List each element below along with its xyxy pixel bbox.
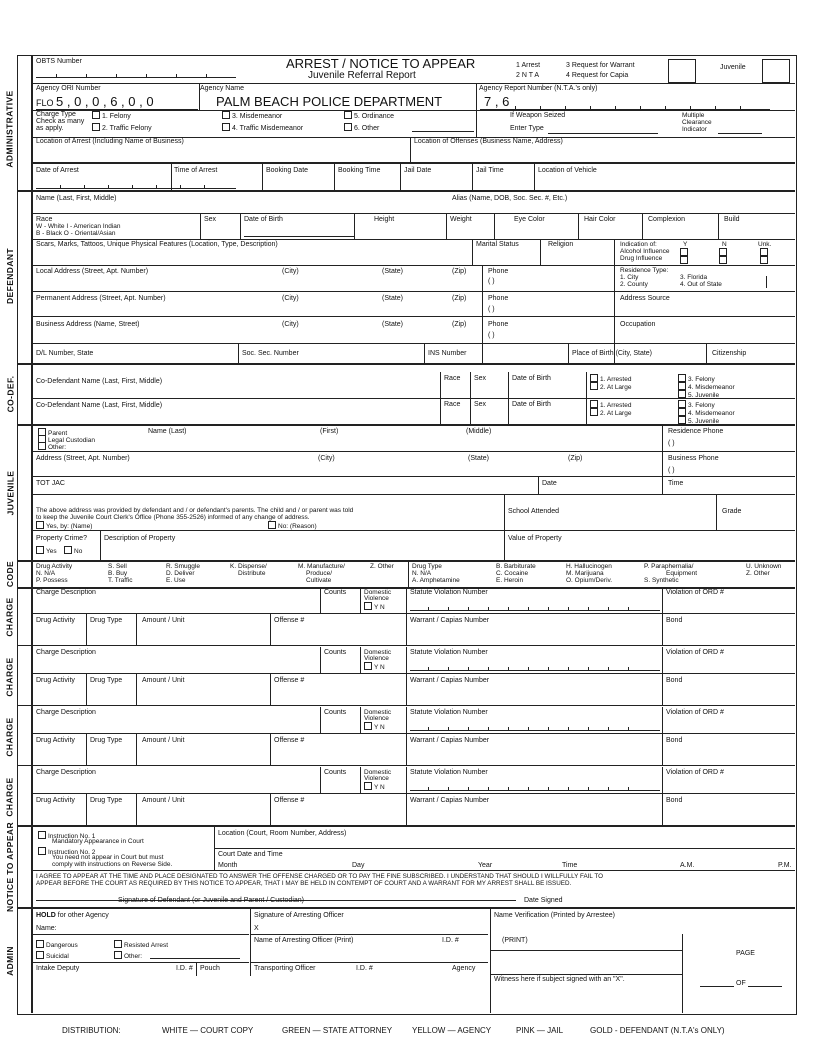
codef1-juvenile[interactable]: 5. Juvenile	[678, 390, 719, 400]
permanent-phone-label: Phone	[488, 295, 509, 302]
charge-4-bond-label: Bond	[666, 797, 683, 804]
report-number-label: Agency Report Number (N.T.A.'s only)	[479, 85, 598, 92]
juvenile-label: Juvenile	[720, 64, 746, 71]
codef2-misdemeanor[interactable]: 4. Misdemeanor	[678, 408, 735, 418]
address-source-label: Address Source	[620, 295, 670, 302]
charge-4-drug-activity-label: Drug Activity	[36, 797, 75, 804]
charge-2-statute-label: Statute Violation Number	[410, 649, 488, 656]
white-copy: WHITE — COURT COPY	[162, 1026, 254, 1035]
charge-2-ord-label: Violation of ORD #	[666, 649, 724, 656]
complexion-label: Complexion	[648, 216, 685, 223]
court-date-label: Court Date and Time	[218, 851, 283, 858]
charge-3-warrant-label: Warrant / Capias Number	[410, 737, 490, 744]
juvenile-date-label: Date	[542, 480, 557, 487]
side-label-codef: CO-DEF.	[5, 375, 15, 413]
gold-copy: GOLD - DEFENDANT (N.T.A's ONLY)	[590, 1026, 725, 1035]
scars-label: Scars, Marks, Tattoos, Unique Physical Features (Location, Type, Description)	[36, 241, 278, 248]
pouch-label: Pouch	[200, 965, 220, 972]
charge-3-drug-activity-label: Drug Activity	[36, 737, 75, 744]
charge-4-amount-label: Amount / Unit	[142, 797, 185, 804]
header-divider	[31, 83, 795, 84]
form-title: ARREST / NOTICE TO APPEAR	[286, 56, 476, 71]
codef2-name-label: Co-Defendant Name (Last, First, Middle)	[36, 402, 163, 409]
legal-custodian-checkbox[interactable]: Legal Custodian	[38, 435, 95, 445]
charge-1-counts-label: Counts	[324, 589, 347, 596]
codef1-name-label: Co-Defendant Name (Last, First, Middle)	[36, 378, 163, 385]
charge-4-statute-label: Statute Violation Number	[410, 769, 488, 776]
jail-date: Jail Date	[404, 167, 432, 174]
charge-1-statute-label: Statute Violation Number	[410, 589, 488, 596]
witness-label: Witness here if subject signed with an "X".	[494, 976, 625, 983]
charge-2-drug-type-label: Drug Type	[90, 677, 123, 684]
business-phone-juv-label: Business Phone	[668, 455, 719, 462]
dangerous-checkbox[interactable]: Dangerous	[36, 940, 78, 950]
school-attended-label: School Attended	[508, 508, 559, 515]
side-label-notice-to-appear: NOTICE TO APPEAR	[5, 822, 15, 912]
booking-time: Booking Time	[338, 167, 381, 174]
charge-4-offense-label: Offense #	[274, 797, 305, 804]
obts-underline	[36, 77, 236, 78]
residence-type-box[interactable]	[766, 276, 767, 288]
type-box[interactable]	[668, 59, 696, 83]
agency-name-label: Agency Name	[200, 85, 244, 92]
suicidal-checkbox[interactable]: Suicidal	[36, 951, 69, 961]
ins-number-label: INS Number	[428, 350, 467, 357]
juvenile-box[interactable]	[762, 59, 790, 83]
agency-name: PALM BEACH POLICE DEPARTMENT	[216, 94, 443, 109]
charge-3-bond-label: Bond	[666, 737, 683, 744]
charge-type-label: Charge Type	[36, 111, 76, 118]
instruction-2-checkbox[interactable]: Instruction No. 2	[38, 847, 95, 857]
other-admin-checkbox[interactable]: Other:	[114, 951, 142, 961]
hair-color-label: Hair Color	[584, 216, 616, 223]
charge-2-drug-activity-label: Drug Activity	[36, 677, 75, 684]
codef1-arrested[interactable]: 1. Arrested	[590, 374, 631, 384]
codef1-felony[interactable]: 3. Felony	[678, 374, 715, 384]
pink-copy: PINK — JAIL	[516, 1026, 564, 1035]
officer-name-label: Name of Arresting Officer (Print)	[254, 937, 354, 944]
resisted-arrest-checkbox[interactable]: Resisted Arrest	[114, 940, 168, 950]
place-of-birth-label: Place of Birth (City, State)	[572, 350, 653, 357]
charge-type-traffic-felony[interactable]: 2. Traffic Felony	[92, 123, 152, 133]
charge-type-traffic-misdemeanor[interactable]: 4. Traffic Misdemeanor	[222, 123, 303, 133]
charge-2-counts-label: Counts	[324, 649, 347, 656]
charge-1-domestic-yn[interactable]: Y N	[364, 602, 385, 612]
defendant-name: Name (Last, First, Middle)	[36, 195, 117, 202]
defendant-alias: Alias (Name, DOB, Soc. Sec. #, Etc.)	[452, 195, 568, 202]
juvenile-address-label: Address (Street, Apt. Number)	[36, 455, 130, 462]
race-label: Race	[36, 216, 53, 223]
booking-date: Booking Date	[266, 167, 309, 174]
citizenship-label: Citizenship	[712, 350, 747, 357]
height-label: Height	[374, 216, 395, 223]
charge-3-amount-label: Amount / Unit	[142, 737, 185, 744]
yellow-copy: YELLOW — AGENCY	[412, 1026, 492, 1035]
charge-2-warrant-label: Warrant / Capias Number	[410, 677, 490, 684]
charge-4-counts-label: Counts	[324, 769, 347, 776]
eye-color-label: Eye Color	[514, 216, 545, 223]
business-address-label: Business Address (Name, Street)	[36, 321, 140, 328]
codef2-juvenile[interactable]: 5. Juvenile	[678, 416, 719, 426]
intake-deputy-label: Intake Deputy	[36, 965, 80, 972]
sex-label: Sex	[204, 216, 217, 223]
charge-3-ord-label: Violation of ORD #	[666, 709, 724, 716]
charge-4-description-label: Charge Description	[36, 769, 96, 776]
charge-4-domestic-yn[interactable]: Y N	[364, 782, 385, 792]
charge-3-domestic-yn[interactable]: Y N	[364, 722, 385, 732]
build-label: Build	[724, 216, 740, 223]
obts-label: OBTS Number	[36, 58, 82, 65]
property-crime-label: Property Crime?	[36, 535, 87, 542]
charge-2-amount-label: Amount / Unit	[142, 677, 185, 684]
charge-type-other[interactable]: 6. Other	[344, 123, 379, 133]
charge-type-ordinance[interactable]: 5. Ordinance	[344, 111, 394, 121]
grade-label: Grade	[722, 508, 742, 515]
marital-status-label: Marital Status	[476, 241, 519, 248]
business-phone-label: Phone	[488, 321, 509, 328]
charge-4-ord-label: Violation of ORD #	[666, 769, 724, 776]
location-of-offenses: Location of Offenses (Business Name, Address)	[414, 138, 563, 145]
agreement-text: I AGREE TO APPEAR AT THE TIME AND PLACE DESIGNATED TO ANSWER THE OFFENSE CHARGED OR TO PAY THE FINE SUBSCRIBED. I UNDERSTAND THAT SHOULD I WILLFULLY FAIL TO	[36, 873, 603, 880]
no-reason-checkbox[interactable]: No: (Reason)	[268, 521, 317, 531]
address-provided-notice: The above address was provided by defendant and / or defendant's parents. The child and / or parent was told	[36, 507, 354, 514]
codef1-misdemeanor[interactable]: 4. Misdemeanor	[678, 382, 735, 392]
ssn-label: Soc. Sec. Number	[242, 350, 299, 357]
side-label-juvenile: JUVENILE	[5, 470, 15, 515]
side-label-defendant: DEFENDANT	[5, 247, 16, 305]
value-of-property-label: Value of Property	[508, 535, 562, 542]
residence-type-label: Residence Type:	[620, 267, 669, 274]
permanent-address-label: Permanent Address (Street, Apt. Number)	[36, 295, 166, 302]
charge-1-bond-label: Bond	[666, 617, 683, 624]
property-crime-yes[interactable]: Yes	[36, 546, 57, 556]
parent-checkbox[interactable]: Parent	[38, 428, 67, 438]
date-of-arrest: Date of Arrest	[36, 167, 79, 174]
page-label: PAGE	[736, 950, 755, 957]
juvenile-time-label: Time	[668, 480, 684, 487]
option-warrant: 3 Request for Warrant	[566, 62, 635, 69]
side-label-charge-1: CHARGE	[5, 597, 15, 637]
instruction-1-checkbox[interactable]: Instruction No. 1	[38, 831, 95, 841]
property-crime-no[interactable]: No	[64, 546, 82, 556]
charge-3-drug-type-label: Drug Type	[90, 737, 123, 744]
charge-2-offense-label: Offense #	[274, 677, 305, 684]
occupation-label: Occupation	[620, 321, 656, 328]
side-label-charge-4: CHARGE	[5, 777, 15, 817]
charge-1-drug-type-label: Drug Type	[90, 617, 123, 624]
charge-1-ord-label: Violation of ORD #	[666, 589, 724, 596]
side-label-charge-3: CHARGE	[5, 717, 15, 757]
defendant-signature-label: Signature of Defendant (or Juvenile and Parent / Custodian)	[118, 897, 305, 904]
weight-label: Weight	[450, 216, 472, 223]
other-checkbox[interactable]: Other:	[38, 442, 66, 452]
residence-phone-label: Residence Phone	[668, 428, 724, 435]
local-phone-label: Phone	[488, 268, 509, 275]
charge-2-domestic-yn[interactable]: Y N	[364, 662, 385, 672]
of-label: OF	[736, 980, 746, 987]
charge-1-drug-activity-label: Drug Activity	[36, 617, 75, 624]
side-label-charge-2: CHARGE	[5, 657, 15, 697]
ori-label: Agency ORI Number	[36, 85, 101, 92]
side-label-administrative: ADMINISTRATIVE	[5, 90, 16, 168]
codef2-at-large[interactable]: 2. At Large	[590, 408, 631, 418]
codef1-at-large[interactable]: 2. At Large	[590, 382, 631, 392]
charge-2-description-label: Charge Description	[36, 649, 96, 656]
codef2-arrested[interactable]: 1. Arrested	[590, 400, 631, 410]
charge-type-misdemeanor[interactable]: 3. Misdemeanor	[222, 111, 282, 121]
hold-label: HOLD for other Agency	[36, 912, 109, 919]
side-label-code: CODE	[5, 560, 16, 588]
charge-4-warrant-label: Warrant / Capias Number	[410, 797, 490, 804]
green-copy: GREEN — STATE ATTORNEY	[282, 1026, 393, 1035]
tot-jac-label: TOT JAC	[36, 480, 65, 487]
ori-prefix: FLO	[36, 98, 54, 108]
option-nta: 2 N T A	[516, 72, 540, 79]
indication-label: Indication of:	[620, 241, 657, 248]
charge-3-statute-label: Statute Violation Number	[410, 709, 488, 716]
charge-3-offense-label: Offense #	[274, 737, 305, 744]
charge-4-drug-type-label: Drug Type	[90, 797, 123, 804]
charge-1-description-label: Charge Description	[36, 589, 96, 596]
charge-3-description-label: Charge Description	[36, 709, 96, 716]
name-verification-label: Name Verification (Printed by Arrestee)	[494, 912, 615, 919]
location-of-vehicle: Location of Vehicle	[538, 167, 597, 174]
jail-time: Jail Time	[476, 167, 504, 174]
report-number: 7 , 6	[484, 94, 510, 109]
charge-1-amount-label: Amount / Unit	[142, 617, 185, 624]
form-subtitle: Juvenile Referral Report	[308, 70, 416, 81]
ori-digits: 5 , 0 , 0 , 6 , 0 , 0	[56, 94, 154, 109]
charge-1-warrant-label: Warrant / Capias Number	[410, 617, 490, 624]
date-signed-label: Date Signed	[524, 897, 563, 904]
dob-label: Date of Birth	[244, 216, 283, 223]
time-of-arrest: Time of Arrest	[174, 167, 218, 174]
location-of-arrest: Location of Arrest (Including Name of Business)	[36, 138, 184, 145]
option-capia: 4 Request for Capia	[566, 72, 629, 79]
local-address-label: Local Address (Street, Apt. Number)	[36, 268, 149, 275]
description-of-property-label: Description of Property	[104, 535, 176, 542]
religion-label: Religion	[548, 241, 574, 248]
officer-signature-label: Signature of Arresting Officer	[254, 912, 344, 919]
yes-by-checkbox[interactable]: Yes, by: (Name)	[36, 521, 92, 531]
charge-3-counts-label: Counts	[324, 709, 347, 716]
charge-1-offense-label: Offense #	[274, 617, 305, 624]
charge-type-felony[interactable]: 1. Felony	[92, 111, 131, 121]
charge-2-bond-label: Bond	[666, 677, 683, 684]
distribution-label: DISTRIBUTION:	[62, 1026, 121, 1035]
court-location-label: Location (Court, Room Number, Address)	[218, 830, 347, 837]
weapon-label: If Weapon Seized	[510, 112, 566, 119]
transporting-officer-label: Transporting Officer	[254, 965, 316, 972]
dl-number-label: D/L Number, State	[36, 350, 94, 357]
codef2-felony[interactable]: 3. Felony	[678, 400, 715, 410]
side-label-admin: ADMIN	[5, 946, 16, 976]
enter-type-label: Enter Type	[510, 125, 544, 132]
option-arrest: 1 Arrest	[516, 62, 541, 69]
